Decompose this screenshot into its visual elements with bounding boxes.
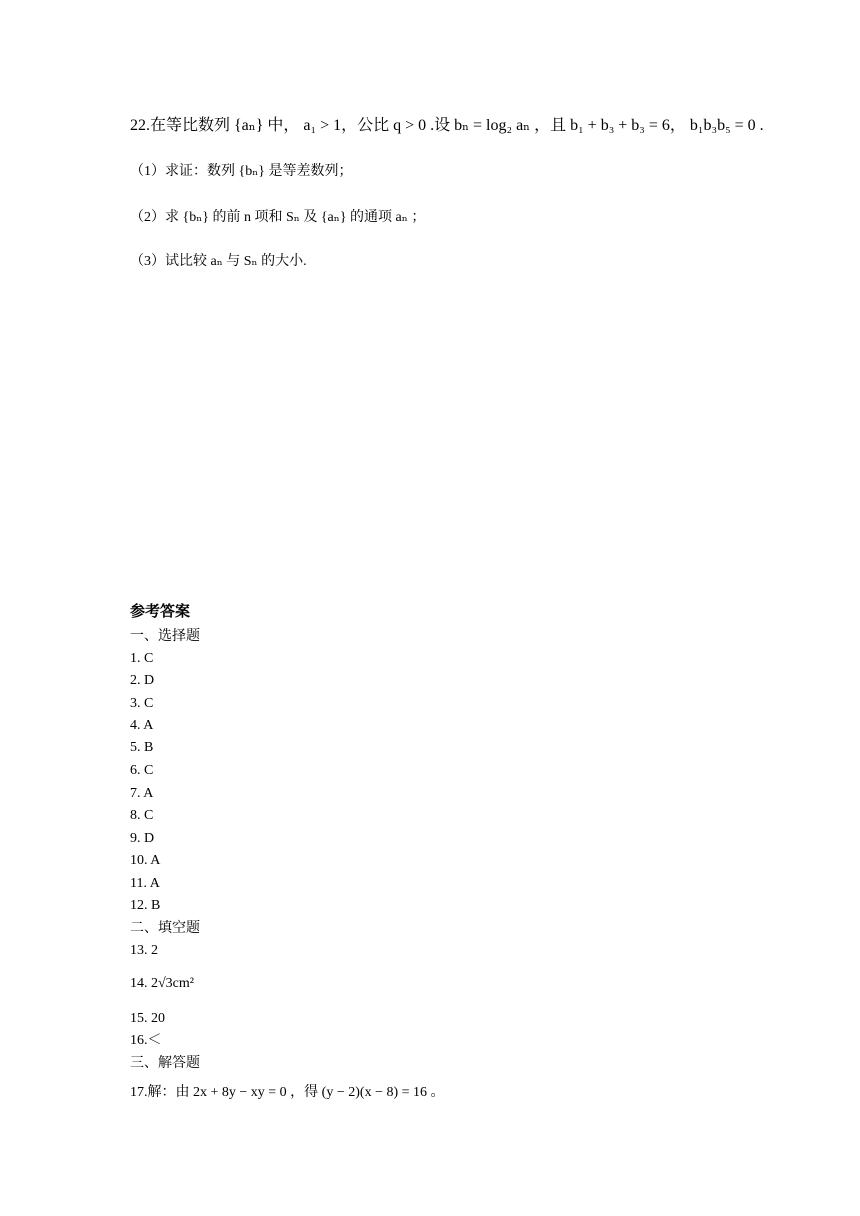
answer-item: 12. B [130, 898, 161, 913]
section-choice-heading: 一、选择题 [130, 628, 200, 644]
answer-item: 3. C [130, 696, 154, 711]
answer-item: 16.＜ [130, 1033, 162, 1048]
answer-item: 7. A [130, 786, 154, 801]
section-fill-heading: 二、填空题 [130, 920, 200, 936]
answer-item: 15. 20 [130, 1011, 165, 1026]
problem-statement: 22.在等比数列 {aₙ} 中， a₁ > 1，公比 q > 0 .设 bₙ = log₂ aₙ ，且 b₁ + b₃ + b₃ = 6， b₁b₃b₅ = 0 . [130, 117, 764, 134]
solution-17: 17.解：由 2x + 8y − xy = 0 ，得 (y − 2)(x − 8) = 16 。 [130, 1085, 445, 1100]
answer-item: 1. C [130, 651, 154, 666]
answer-item: 9. D [130, 831, 155, 846]
answer-item: 14. 2√3cm² [130, 976, 194, 991]
answer-item: 10. A [130, 853, 161, 868]
problem-part-1: （1）求证：数列 {bₙ} 是等差数列； [130, 164, 353, 179]
answer-item: 4. A [130, 718, 154, 733]
problem-part-2: （2）求 {bₙ} 的前 n 项和 Sₙ 及 {aₙ} 的通项 aₙ ； [130, 210, 426, 225]
answers-title: 参考答案 [130, 602, 191, 620]
answer-item: 13. 2 [130, 943, 158, 958]
answer-item: 2. D [130, 673, 155, 688]
answer-item: 11. A [130, 876, 160, 891]
answer-item: 8. C [130, 808, 154, 823]
section-solution-heading: 三、解答题 [130, 1055, 200, 1071]
answer-item: 6. C [130, 763, 154, 778]
problem-part-3: （3）试比较 aₙ 与 Sₙ 的大小. [130, 254, 307, 269]
answer-item: 5. B [130, 740, 154, 755]
